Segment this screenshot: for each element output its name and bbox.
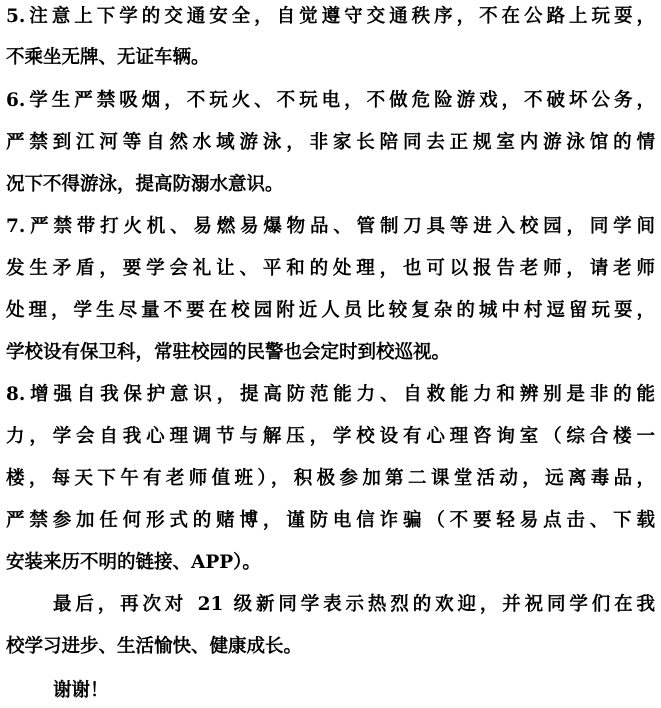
text-line: 严禁参加任何形式的赌博，谨防电信诈骗（不要轻易点击、下载 bbox=[6, 510, 655, 531]
text-line: 发生矛盾，要学会礼让、平和的处理，也可以报告老师，请老师 bbox=[6, 258, 655, 279]
text-line: 6.学生严禁吸烟，不玩火、不玩电，不做危险游戏，不破坏公务， bbox=[6, 90, 655, 111]
text-line: 8.增强自我保护意识，提高防范能力、自救能力和辨别是非的能 bbox=[6, 384, 655, 405]
thanks-text: 谢谢！ bbox=[53, 680, 109, 701]
text-line: 严禁到江河等自然水域游泳，非家长陪同去正规室内游泳馆的情 bbox=[6, 132, 655, 153]
closing-paragraph-line: 校学习进步、生活愉快、健康成长。 bbox=[6, 636, 303, 657]
text-line: 7.严禁带打火机、易燃易爆物品、管制刀具等进入校园，同学间 bbox=[6, 216, 655, 237]
text-line: 况下不得游泳，提高防溺水意识。 bbox=[6, 174, 284, 195]
text-line: 楼，每天下午有老师值班），积极参加第二课堂活动，远离毒品， bbox=[6, 468, 655, 489]
text-line: 学校设有保卫科，常驻校园的民警也会定时到校巡视。 bbox=[6, 342, 451, 363]
text-line: 处理，学生尽量不要在校园附近人员比较复杂的城中村逗留玩耍， bbox=[6, 300, 655, 321]
text-line: 5.注意上下学的交通安全，自觉遵守交通秩序，不在公路上玩耍， bbox=[6, 6, 655, 27]
text-line: 安装来历不明的链接、APP）。 bbox=[6, 552, 261, 573]
text-line: 力，学会自我心理调节与解压，学校设有心理咨询室（综合楼一 bbox=[6, 426, 655, 447]
text-line: 不乘坐无牌、无证车辆。 bbox=[6, 47, 210, 68]
closing-paragraph-line: 最后，再次对 21 级新同学表示热烈的欢迎，并祝同学们在我 bbox=[53, 594, 655, 615]
